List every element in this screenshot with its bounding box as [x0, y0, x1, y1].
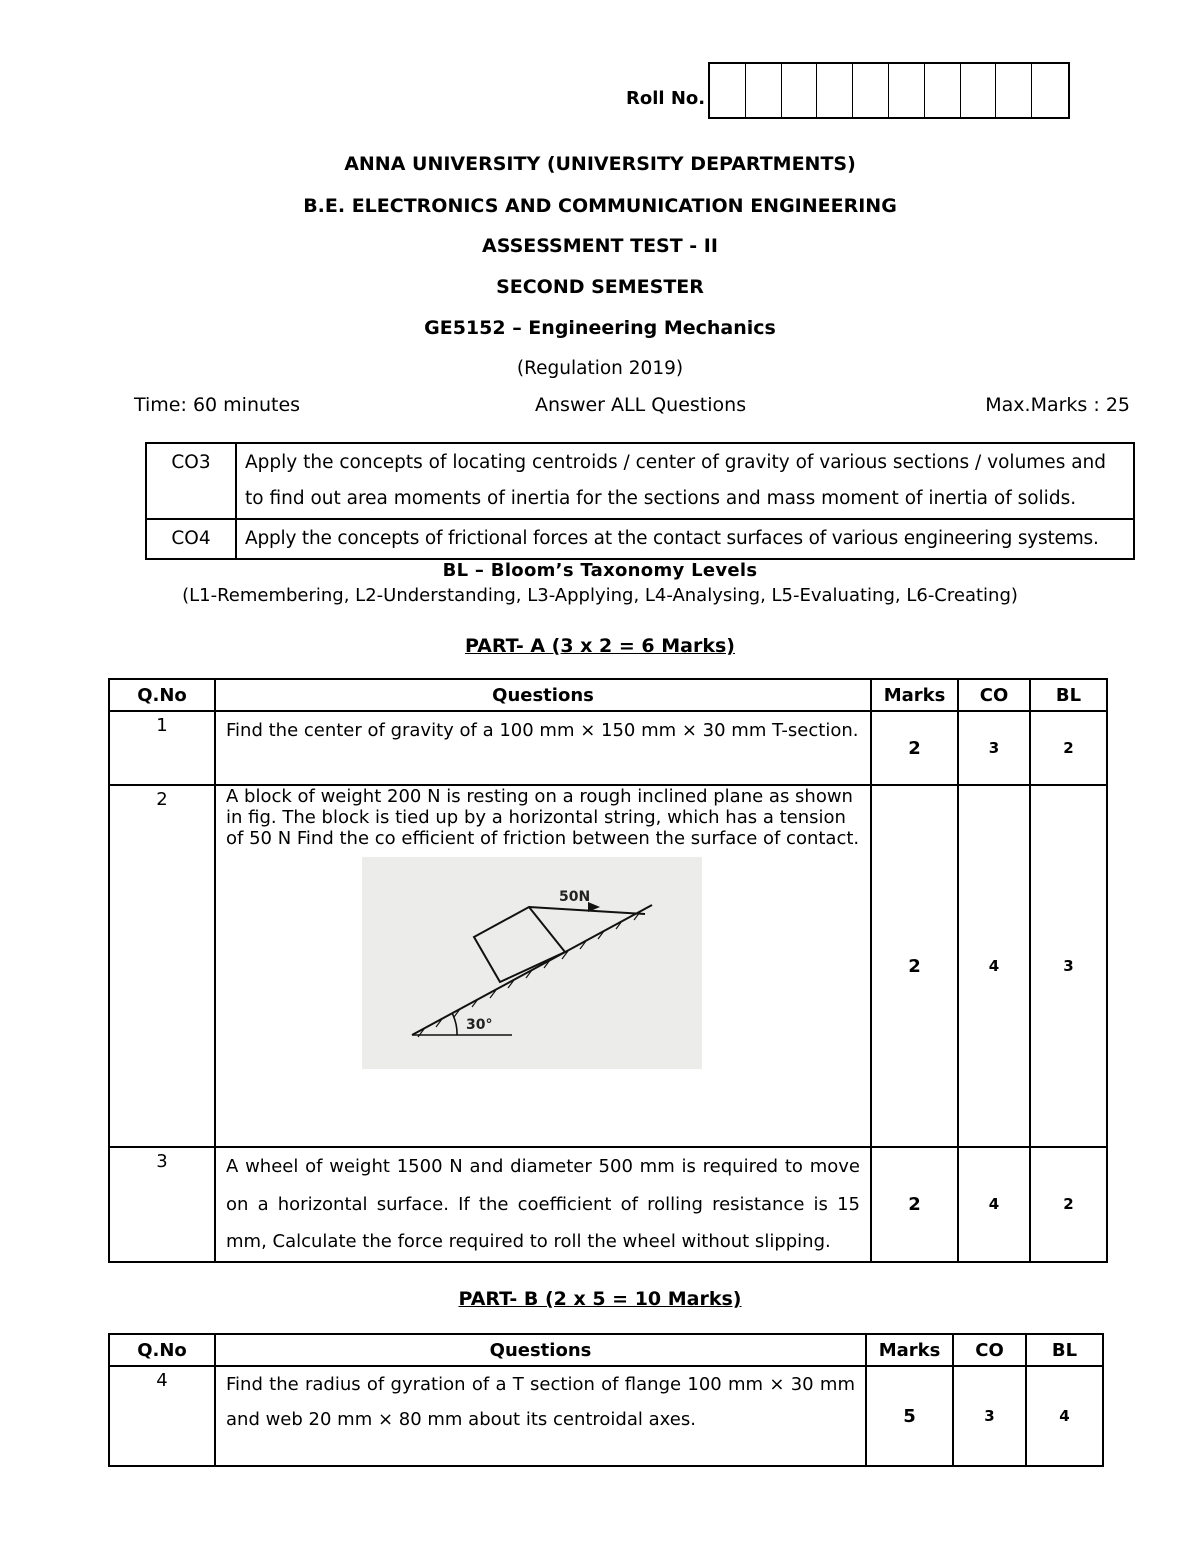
col-bl: BL: [1026, 1334, 1103, 1366]
col-questions: Questions: [215, 679, 871, 711]
question-number: 4: [109, 1366, 215, 1466]
inclined-plane-figure: [362, 857, 702, 1069]
regulation: (Regulation 2019): [516, 358, 684, 379]
col-qno: Q.No: [109, 1334, 215, 1366]
question-text: Find the radius of gyration of a T section of flange 100 mm × 30 mm and web 20 mm × 80 mm about its centroidal axes.: [215, 1366, 866, 1466]
semester-title: SECOND SEMESTER: [496, 276, 704, 298]
part-b-title: PART- B (2 x 5 = 10 Marks): [458, 1288, 742, 1310]
question-text: Find the center of gravity of a 100 mm × 150 mm × 30 mm T-section.: [215, 711, 871, 785]
part-b-table: [108, 1333, 1104, 1467]
question-marks: 5: [866, 1366, 953, 1466]
roll-digit-box[interactable]: [817, 64, 853, 117]
question-bl: 2: [1030, 711, 1107, 785]
table-row: [109, 711, 1107, 785]
table-row: [146, 443, 1134, 519]
question-co: 3: [958, 711, 1030, 785]
question-text: A wheel of weight 1500 N and diameter 500 mm is required to move on a horizontal surface. If the coefficient of rolling resistance is 15 mm, Calculate the force required to roll the wheel without slipping.: [215, 1147, 871, 1262]
question-number: 1: [109, 711, 215, 785]
roll-digit-box[interactable]: [746, 64, 782, 117]
question-marks: 2: [871, 1147, 958, 1262]
horizontal-string: [529, 907, 645, 914]
co-description: Apply the concepts of locating centroids / center of gravity of various sections / volumes and to find out area moments of inertia for the sections and mass moment of inertia of solids.: [236, 443, 1134, 519]
col-marks: Marks: [866, 1334, 953, 1366]
roll-digit-box[interactable]: [1032, 64, 1068, 117]
question-bl: 3: [1030, 785, 1107, 1147]
university-title: ANNA UNIVERSITY (UNIVERSITY DEPARTMENTS): [344, 153, 856, 175]
question-marks: 2: [871, 785, 958, 1147]
part-a-title: PART- A (3 x 2 = 6 Marks): [465, 635, 735, 657]
col-co: CO: [953, 1334, 1026, 1366]
col-co: CO: [958, 679, 1030, 711]
question-cell: [215, 785, 871, 1147]
col-questions: Questions: [215, 1334, 866, 1366]
test-title: ASSESSMENT TEST - II: [482, 235, 718, 257]
roll-digit-box[interactable]: [925, 64, 961, 117]
roll-digit-box[interactable]: [710, 64, 746, 117]
question-text: A block of weight 200 N is resting on a rough inclined plane as shown in fig. The block is tied up by a horizontal string, which has a tension of 50 N Find the co efficient of friction between the surface of contact.: [226, 786, 860, 849]
roll-digit-box[interactable]: [853, 64, 889, 117]
table-header-row: [109, 679, 1107, 711]
table-header-row: [109, 1334, 1103, 1366]
roll-digit-box[interactable]: [961, 64, 997, 117]
question-co: 3: [953, 1366, 1026, 1466]
table-row: [109, 1366, 1103, 1466]
course-title: GE5152 – Engineering Mechanics: [424, 317, 776, 339]
col-marks: Marks: [871, 679, 958, 711]
blooms-title: BL – Bloom’s Taxonomy Levels: [442, 560, 758, 581]
part-a-table: [108, 678, 1108, 1263]
inclined-plane-diagram: [362, 857, 702, 1069]
question-number: 2: [109, 785, 215, 1147]
roll-digit-box[interactable]: [996, 64, 1032, 117]
co-description: Apply the concepts of frictional forces at the contact surfaces of various engineering systems.: [236, 519, 1134, 559]
col-qno: Q.No: [109, 679, 215, 711]
incline-hatching: [418, 912, 640, 1037]
programme-title: B.E. ELECTRONICS AND COMMUNICATION ENGINEERING: [303, 195, 897, 217]
roll-digit-box[interactable]: [782, 64, 818, 117]
question-bl: 2: [1030, 1147, 1107, 1262]
question-co: 4: [958, 1147, 1030, 1262]
co-code: CO4: [146, 519, 236, 559]
angle-label: 30°: [466, 1017, 493, 1033]
question-number: 3: [109, 1147, 215, 1262]
max-marks: Max.Marks : 25: [985, 394, 1130, 416]
roll-no-boxes[interactable]: [708, 62, 1070, 119]
force-label: 50N: [559, 889, 591, 905]
roll-no-label: Roll No.: [626, 88, 706, 109]
table-row: [109, 785, 1107, 1147]
table-row: [109, 1147, 1107, 1262]
question-bl: 4: [1026, 1366, 1103, 1466]
block: [474, 907, 565, 982]
question-marks: 2: [871, 711, 958, 785]
instruction: Answer ALL Questions: [535, 394, 747, 416]
question-co: 4: [958, 785, 1030, 1147]
course-outcomes-table: [145, 442, 1135, 560]
co-code: CO3: [146, 443, 236, 519]
col-bl: BL: [1030, 679, 1107, 711]
table-row: [146, 519, 1134, 559]
roll-digit-box[interactable]: [889, 64, 925, 117]
time-allowed: Time: 60 minutes: [134, 394, 301, 416]
blooms-levels: (L1-Remembering, L2-Understanding, L3-Applying, L4-Analysing, L5-Evaluating, L6-Creating): [182, 585, 1018, 606]
